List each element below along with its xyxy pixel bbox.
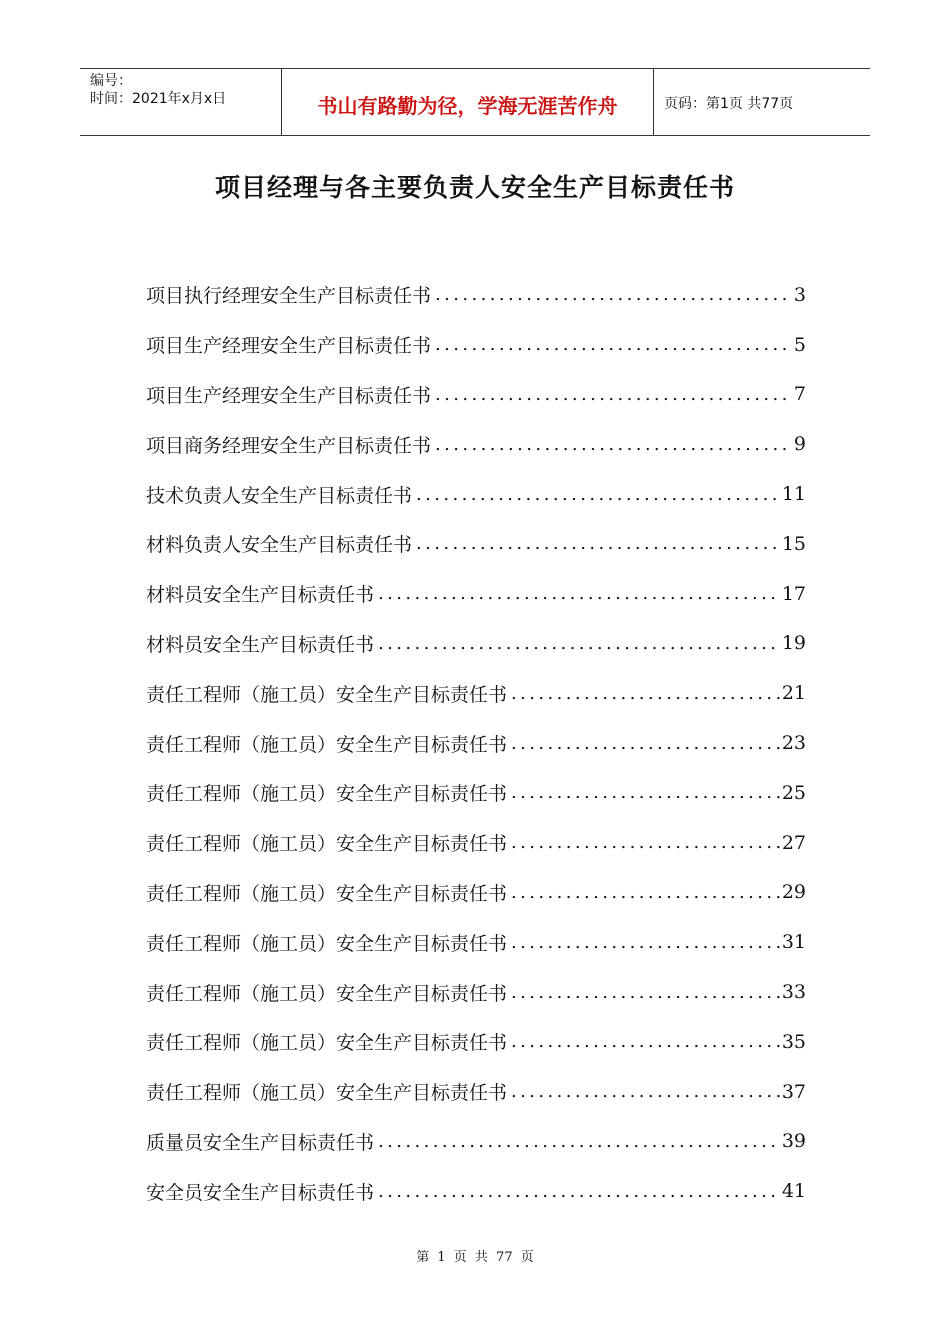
toc-dot-leader — [511, 932, 780, 953]
toc-entry-label: 责任工程师（施工员）安全生产目标责任书 — [146, 982, 508, 1005]
toc-dot-leader — [416, 484, 780, 505]
toc-entry-label: 安全员安全生产目标责任书 — [146, 1181, 375, 1204]
toc-dot-leader — [435, 434, 792, 455]
toc-entry-page-number: 35 — [781, 1030, 806, 1053]
toc-entry-label: 材料员安全生产目标责任书 — [146, 584, 375, 607]
toc-dot-leader — [378, 1131, 780, 1152]
toc-entry-page-number: 17 — [781, 582, 806, 605]
toc-entry[interactable] — [146, 668, 806, 718]
toc-dot-leader — [378, 583, 780, 604]
toc-dot-leader — [511, 733, 780, 754]
toc-entry-label: 材料员安全生产目标责任书 — [146, 633, 375, 656]
toc-entry[interactable] — [146, 868, 806, 918]
document-number-label: 编号： — [90, 73, 132, 89]
toc-entry-label: 责任工程师（施工员）安全生产目标责任书 — [146, 833, 508, 856]
toc-entry-page-number: 3 — [793, 283, 806, 306]
toc-entry-label: 责任工程师（施工员）安全生产目标责任书 — [146, 882, 508, 905]
toc-entry-page-number: 7 — [793, 383, 806, 406]
toc-entry-page-number: 23 — [781, 732, 806, 755]
toc-entry[interactable] — [146, 619, 806, 669]
table-of-contents — [146, 270, 806, 1216]
toc-entry[interactable] — [146, 1067, 806, 1117]
toc-entry-page-number: 37 — [781, 1080, 806, 1103]
toc-entry-page-number: 11 — [781, 483, 806, 506]
header-page-info: 页码：第1页 共77页 — [664, 96, 794, 112]
toc-dot-leader — [435, 384, 792, 405]
toc-entry[interactable] — [146, 419, 806, 469]
toc-dot-leader — [511, 1081, 780, 1102]
toc-entry-label: 责任工程师（施工员）安全生产目标责任书 — [146, 683, 508, 706]
toc-entry-label: 项目商务经理安全生产目标责任书 — [146, 434, 432, 457]
toc-dot-leader — [378, 633, 780, 654]
toc-entry-label: 责任工程师（施工员）安全生产目标责任书 — [146, 1082, 508, 1105]
toc-entry-label: 项目生产经理安全生产目标责任书 — [146, 384, 432, 407]
toc-entry-label: 质量员安全生产目标责任书 — [146, 1131, 375, 1154]
toc-dot-leader — [416, 533, 780, 554]
toc-entry[interactable] — [146, 469, 806, 519]
toc-entry[interactable] — [146, 320, 806, 370]
toc-entry-page-number: 21 — [781, 682, 806, 705]
document-title: 项目经理与各主要负责人安全生产目标责任书 — [214, 173, 735, 202]
toc-entry-label: 责任工程师（施工员）安全生产目标责任书 — [146, 932, 508, 955]
page-header — [80, 68, 870, 136]
toc-dot-leader — [511, 882, 780, 903]
toc-entry[interactable] — [146, 917, 806, 967]
toc-entry[interactable] — [146, 967, 806, 1017]
toc-entry[interactable] — [146, 1017, 806, 1067]
toc-dot-leader — [378, 1181, 780, 1202]
toc-entry[interactable] — [146, 818, 806, 868]
document-time-label: 时间：2021年x月x日 — [90, 91, 227, 107]
toc-entry-label: 责任工程师（施工员）安全生产目标责任书 — [146, 783, 508, 806]
toc-entry-page-number: 33 — [781, 981, 806, 1004]
toc-dot-leader — [435, 284, 792, 305]
toc-entry[interactable] — [146, 519, 806, 569]
toc-entry-page-number: 5 — [793, 333, 806, 356]
toc-entry[interactable] — [146, 1166, 806, 1216]
header-motto: 书山有路勤为径，学海无涯苦作舟 — [282, 69, 654, 135]
toc-entry-label: 责任工程师（施工员）安全生产目标责任书 — [146, 733, 508, 756]
header-meta — [80, 69, 282, 135]
toc-entry[interactable] — [146, 569, 806, 619]
toc-entry[interactable] — [146, 370, 806, 420]
toc-entry[interactable] — [146, 718, 806, 768]
toc-entry-page-number: 15 — [781, 532, 806, 555]
toc-dot-leader — [511, 1031, 780, 1052]
toc-dot-leader — [511, 782, 780, 803]
toc-dot-leader — [511, 832, 780, 853]
toc-entry-label: 项目执行经理安全生产目标责任书 — [146, 285, 432, 308]
toc-entry-page-number: 9 — [793, 433, 806, 456]
toc-dot-leader — [435, 334, 792, 355]
toc-entry-page-number: 27 — [781, 831, 806, 854]
toc-entry[interactable] — [146, 768, 806, 818]
toc-entry-page-number: 19 — [781, 632, 806, 655]
toc-entry-label: 责任工程师（施工员）安全生产目标责任书 — [146, 1032, 508, 1055]
toc-entry-page-number: 41 — [781, 1180, 806, 1203]
toc-entry-page-number: 31 — [781, 931, 806, 954]
toc-entry-label: 项目生产经理安全生产目标责任书 — [146, 335, 432, 358]
toc-entry-label: 技术负责人安全生产目标责任书 — [146, 484, 413, 507]
toc-entry-label: 材料负责人安全生产目标责任书 — [146, 534, 413, 557]
toc-entry[interactable] — [146, 1117, 806, 1167]
toc-dot-leader — [511, 982, 780, 1003]
toc-entry[interactable] — [146, 270, 806, 320]
toc-entry-page-number: 29 — [781, 881, 806, 904]
toc-entry-page-number: 39 — [781, 1130, 806, 1153]
page-footer: 第 1 页 共 77 页 — [416, 1250, 534, 1265]
toc-dot-leader — [511, 683, 780, 704]
toc-entry-page-number: 25 — [781, 781, 806, 804]
